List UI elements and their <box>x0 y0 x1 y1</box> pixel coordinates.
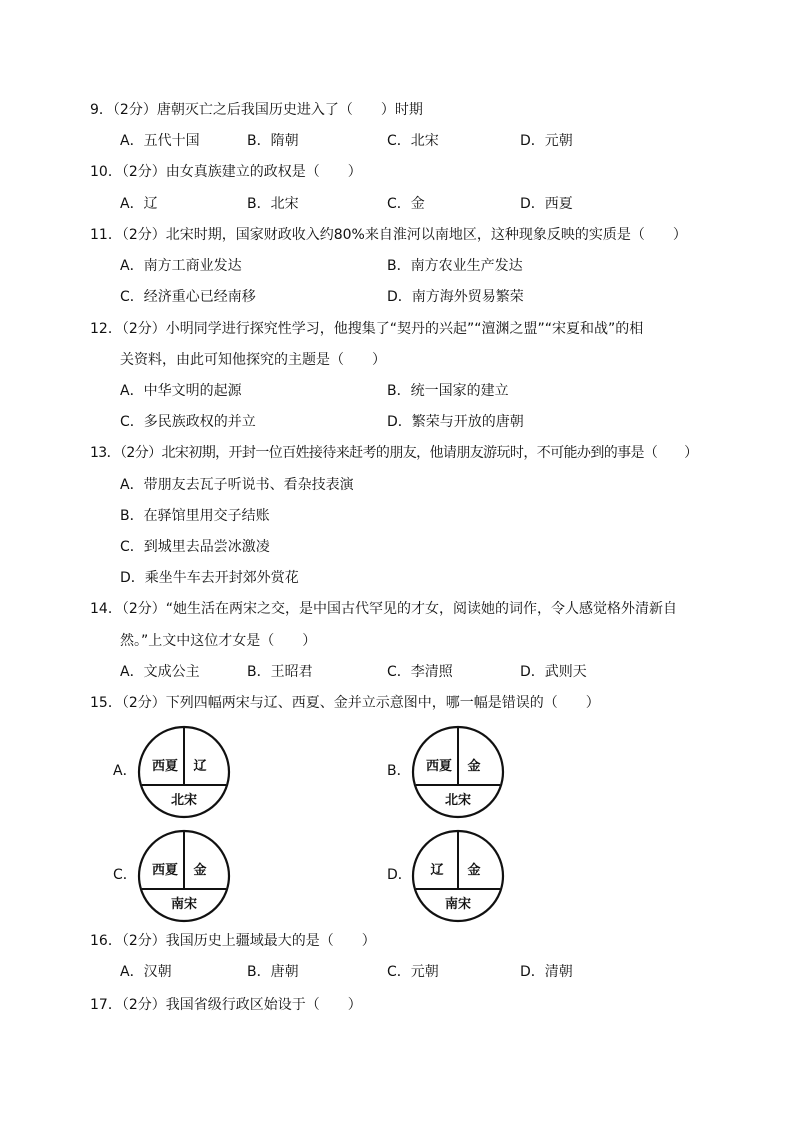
diagram-d-left-label: 辽 <box>430 863 444 878</box>
question-16-option-d: D．清朝 <box>520 964 573 980</box>
diagram-b-bottom-label: 北宋 <box>444 793 472 808</box>
diagram-c-bottom-label: 南宋 <box>170 897 198 912</box>
question-17-stem: 17．（2分）我国省级行政区始设于（ ） <box>90 997 362 1013</box>
question-14-option-c: C．李清照 <box>387 664 453 680</box>
question-9-option-c: C．北宋 <box>387 133 439 149</box>
question-12-stem-line1: 12．（2分）小明同学进行探究性学习，他搜集了“契丹的兴起”“澶渊之盟”“宋夏和战”的相 <box>90 321 644 337</box>
question-11-option-d: D．南方海外贸易繁荣 <box>387 289 524 305</box>
question-16-option-a: A．汉朝 <box>120 964 172 980</box>
question-12-option-a: A．中华文明的起源 <box>120 383 242 399</box>
question-13-option-d: D．乘坐牛车去开封郊外赏花 <box>120 570 299 586</box>
diagram-c <box>136 828 232 928</box>
question-9-option-b: B．隋朝 <box>247 133 299 149</box>
question-14-option-a: A．文成公主 <box>120 664 200 680</box>
question-14-option-d: D．武则天 <box>520 664 587 680</box>
question-13-option-b: B．在驿馆里用交子结账 <box>120 508 270 524</box>
question-13-option-a: A．带朋友去瓦子听说书、看杂技表演 <box>120 477 354 493</box>
question-10-option-b: B．北宋 <box>247 196 299 212</box>
question-16-option-c: C．元朝 <box>387 964 439 980</box>
diagram-a-bottom-label: 北宋 <box>170 793 198 808</box>
diagram-c-right-label: 金 <box>193 863 207 878</box>
diagram-b-label: B． <box>387 763 411 779</box>
question-16-stem: 16．（2分）我国历史上疆域最大的是（ ） <box>90 933 376 949</box>
question-16-option-b: B．唐朝 <box>247 964 299 980</box>
diagram-b-left-label: 西夏 <box>425 759 453 774</box>
question-13-option-c: C．到城里去品尝冰激凌 <box>120 539 270 555</box>
question-12-stem-line2: 关资料，由此可知他探究的主题是（ ） <box>120 352 386 368</box>
question-10-option-c: C．金 <box>387 196 425 212</box>
question-10-stem: 10．（2分）由女真族建立的政权是（ ） <box>90 164 362 180</box>
diagram-a-right-label: 辽 <box>193 759 207 774</box>
question-14-stem-line2: 然。”上文中这位才女是（ ） <box>120 633 317 649</box>
question-11-option-b: B．南方农业生产发达 <box>387 258 523 274</box>
question-11-stem: 11．（2分）北宋时期，国家财政收入约80%来自淮河以南地区，这种现象反映的实质是（ ） <box>90 227 687 243</box>
question-13-stem: 13．（2分）北宋初期，开封一位百姓接待来赶考的朋友，他请朋友游玩时，不可能办到的事是（ ） <box>90 445 698 461</box>
question-9-option-d: D．元朝 <box>520 133 573 149</box>
diagram-c-left-label: 西夏 <box>151 863 179 878</box>
diagram-b-right-label: 金 <box>467 759 481 774</box>
question-15-stem: 15．（2分）下列四幅两宋与辽、西夏、金并立示意图中，哪一幅是错误的（ ） <box>90 695 600 711</box>
question-12-option-c: C．多民族政权的并立 <box>120 414 256 430</box>
diagram-c-label: C． <box>113 867 137 883</box>
diagram-b <box>410 724 506 824</box>
diagram-a <box>136 724 232 824</box>
question-9-stem: 9．（2分）唐朝灭亡之后我国历史进入了（ ）时期 <box>90 102 423 118</box>
diagram-d-right-label: 金 <box>467 863 481 878</box>
question-10-option-d: D．西夏 <box>520 196 573 212</box>
question-9-option-a: A．五代十国 <box>120 133 200 149</box>
question-14-stem-line1: 14．（2分）“她生活在两宋之交，是中国古代罕见的才女，阅读她的词作，令人感觉格外清新自 <box>90 601 677 617</box>
question-11-option-c: C．经济重心已经南移 <box>120 289 256 305</box>
question-12-option-b: B．统一国家的建立 <box>387 383 509 399</box>
question-10-option-a: A．辽 <box>120 196 158 212</box>
diagram-d <box>410 828 506 928</box>
question-11-option-a: A．南方工商业发达 <box>120 258 242 274</box>
question-12-option-d: D．繁荣与开放的唐朝 <box>387 414 524 430</box>
diagram-d-label: D． <box>387 867 412 883</box>
diagram-a-left-label: 西夏 <box>151 759 179 774</box>
diagram-d-bottom-label: 南宋 <box>444 897 472 912</box>
diagram-a-label: A． <box>113 763 137 779</box>
question-14-option-b: B．王昭君 <box>247 664 313 680</box>
